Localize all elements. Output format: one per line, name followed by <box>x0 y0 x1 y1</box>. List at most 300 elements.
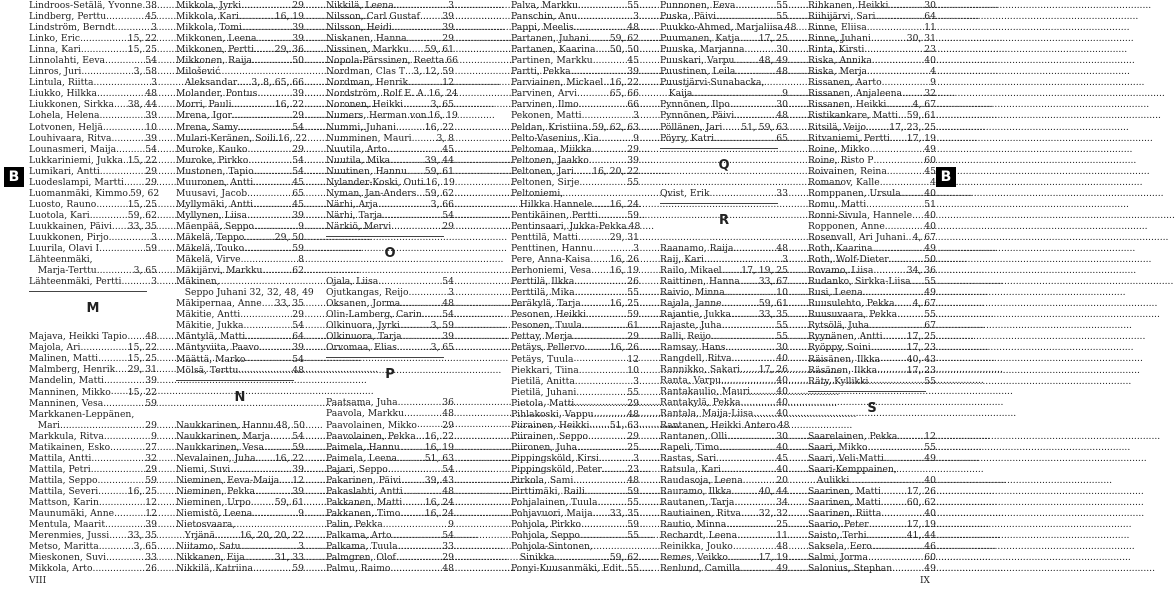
entry-pages: 48 <box>145 88 157 100</box>
entry-name: Pietola, Matti <box>511 397 575 409</box>
index-entry <box>29 508 157 519</box>
entry-pages: 54 <box>292 430 304 442</box>
entry-name: Nummi, Juhani <box>326 121 397 133</box>
index-entry <box>660 331 788 342</box>
entry-name: Qvist, Erik <box>660 187 710 199</box>
entry-name: Pöyry, Katri <box>660 132 715 144</box>
index-entry <box>808 144 936 155</box>
leader-dots <box>103 122 145 133</box>
index-entry <box>176 177 304 188</box>
entry-name: Mäkitie, Jukka <box>176 320 244 332</box>
index-entry <box>808 243 936 254</box>
entry-pages: 29 <box>145 419 157 431</box>
index-entry-continued: Seppo Juhani 32, 32, 48, 49 <box>176 287 314 299</box>
entry-name: Saarinen, Matti <box>808 485 881 497</box>
leader-dots <box>232 99 275 110</box>
spacer <box>660 232 788 243</box>
index-entry <box>176 309 304 320</box>
entry-name: Rissanen, Anjaleena <box>808 88 902 100</box>
entry-name: Saari, Veli-Matti <box>808 452 884 464</box>
index-entry <box>808 519 936 530</box>
entry-name: Luurila, Olavi I <box>29 243 100 255</box>
entry-name: Nuutinen, Hannu <box>326 165 407 177</box>
entry-name: Piirainen, Seppo <box>511 430 589 442</box>
leader-dots <box>912 210 924 221</box>
entry-pages: 39 <box>627 66 639 78</box>
index-entry <box>660 552 788 563</box>
entry-name: Määttä, Marko <box>176 353 246 365</box>
entry-name: Rantakaulio, Mauri <box>660 386 751 398</box>
spacer <box>326 386 454 397</box>
index-entry <box>808 508 936 519</box>
entry-pages: 4, 67 <box>912 298 936 310</box>
entry-pages: 55 <box>776 320 788 332</box>
index-entry <box>326 166 454 177</box>
leader-dots <box>247 210 292 221</box>
entry-name: Romppanen, Ursula <box>808 187 901 199</box>
entry-name: Ramsay, Hans <box>660 342 726 354</box>
section-letter-heading: R <box>718 212 729 228</box>
entry-pages: 40 <box>776 397 788 409</box>
leader-dots <box>722 122 741 133</box>
entry-name: Riska, Merja <box>808 66 868 78</box>
leader-dots <box>886 99 912 110</box>
index-entry <box>176 354 304 365</box>
index-entry <box>29 353 157 364</box>
entry-name: Parvinen, Arvi <box>511 88 578 100</box>
leader-dots <box>93 77 151 88</box>
index-entry <box>511 354 639 365</box>
leader-dots <box>404 408 442 419</box>
entry-name: Aulikki <box>808 474 850 486</box>
index-entry <box>29 33 157 44</box>
entry-pages: 51, 63 <box>609 419 639 431</box>
index-entry <box>176 254 304 265</box>
entry-pages: 29 <box>292 309 304 321</box>
leader-dots <box>714 133 776 144</box>
entry-name: Rechardt, Leena <box>660 529 738 541</box>
entry-pages: 66 <box>446 55 458 67</box>
entry-pages: 15, 22 <box>127 342 157 354</box>
entry-pages: 16, 25 <box>127 485 157 497</box>
entry-pages: 12 <box>924 430 936 442</box>
entry-pages: 55 <box>627 176 639 188</box>
leader-dots <box>382 210 442 221</box>
entry-name: Pirkola, Sami <box>511 475 574 487</box>
entry-pages: 29 <box>292 110 304 122</box>
index-entry <box>808 232 936 243</box>
index-entry <box>176 298 304 309</box>
leader-dots <box>873 155 924 166</box>
entry-pages: 3, 65 <box>430 342 454 354</box>
entry-pages: 8 <box>298 254 304 266</box>
index-entry <box>326 397 454 408</box>
leader-dots <box>898 110 907 121</box>
entry-name: Muuronen, Antti <box>176 176 254 188</box>
index-entry <box>29 364 157 375</box>
index-entry <box>326 431 454 442</box>
index-entry <box>511 309 639 320</box>
entry-name: Ralli, Reijo <box>660 331 711 343</box>
index-entry <box>511 144 639 155</box>
leader-dots <box>882 77 931 88</box>
leader-dots <box>721 464 776 475</box>
leader-dots <box>127 331 145 342</box>
entry-pages: 39 <box>627 154 639 166</box>
index-entry <box>511 66 639 77</box>
leader-dots <box>109 530 128 541</box>
entry-name: Mattila, Seppo <box>29 474 98 486</box>
index-entry <box>29 99 157 110</box>
leader-dots <box>262 298 275 309</box>
entry-pages: 17, 25 <box>758 33 788 45</box>
entry-name: Partti, Pekka <box>511 66 571 78</box>
entry-pages: 3 <box>633 11 639 23</box>
leader-dots <box>728 552 759 563</box>
entry-pages: 48 <box>776 66 788 78</box>
entry-pages: 29 <box>627 430 639 442</box>
entry-pages: 51, 63 <box>424 452 454 464</box>
leader-dots <box>401 475 425 486</box>
entry-name: Hilkka Hannele <box>511 198 593 210</box>
entry-pages: 36 <box>442 397 454 409</box>
entry-name: Närkiö, Mervi <box>326 220 392 232</box>
index-entry <box>808 365 936 376</box>
entry-pages: 3 <box>298 541 304 553</box>
entry-name: Pentikäinen, Pertti <box>511 209 598 221</box>
entry-name: Ropponen, Anne <box>808 220 885 232</box>
leader-dots <box>238 365 292 376</box>
entry-name: Merenmies, Jussi <box>29 530 110 542</box>
entry-name: Nikkilä, Leena <box>326 0 394 11</box>
leader-dots <box>577 88 610 99</box>
section-letter-heading: S <box>867 400 877 416</box>
entry-name: Lotvonen, Heljä <box>29 121 103 133</box>
index-entry <box>326 77 454 88</box>
entry-name: Pekonen, Matti <box>511 110 582 122</box>
entry-name: Markkula, Ritva <box>29 430 104 442</box>
entry-name: Palmu, Raimo <box>326 563 391 575</box>
entry-name: Pietilä, Anitta <box>511 375 575 387</box>
leader-dots <box>424 177 426 188</box>
index-entry <box>29 453 157 464</box>
entry-name: Nopola-Pärssinen, Reetta <box>326 55 445 67</box>
index-entry <box>511 420 639 431</box>
index-entry <box>176 265 304 276</box>
entry-pages: 54 <box>442 276 454 288</box>
leader-dots <box>593 55 628 66</box>
entry-pages: 39 <box>292 463 304 475</box>
index-entry <box>326 221 454 232</box>
entry-pages: 9 <box>782 88 788 100</box>
entry-pages: 48 <box>442 408 454 420</box>
index-entry <box>176 155 304 166</box>
entry-pages: 59, 61 <box>906 110 936 122</box>
leader-dots <box>230 464 292 475</box>
entry-name: Puukko-Ahmed, Marjaliisa <box>660 22 783 34</box>
leader-dots <box>866 199 924 210</box>
leader-dots <box>257 88 292 99</box>
section-tab-left: B <box>4 167 24 187</box>
entry-pages: 25 <box>627 441 639 453</box>
entry-pages: 59, 61 <box>424 165 454 177</box>
index-entry <box>29 221 157 232</box>
index-entry <box>326 0 454 11</box>
leader-dots <box>589 420 609 431</box>
index-entry <box>511 44 639 55</box>
entry-name: Nieminen, Eeva-Maija <box>176 474 280 486</box>
entry-pages: 40 <box>776 353 788 365</box>
entry-name: Olkinuora, Tarja <box>326 331 402 343</box>
index-entry <box>660 66 788 77</box>
entry-pages: 39 <box>292 22 304 34</box>
entry-name: Saario, Peter <box>808 519 869 531</box>
index-entry <box>176 99 304 110</box>
index-entry <box>808 88 936 99</box>
entry-pages: 15, 25 <box>127 198 157 210</box>
index-entry <box>176 420 304 431</box>
leader-dots <box>103 398 145 409</box>
index-entry <box>808 442 936 453</box>
entry-name: Niemistö, Leena <box>176 508 253 520</box>
leader-dots <box>880 354 907 365</box>
entry-name: Rangdell, Ritva <box>660 353 732 365</box>
index-entry <box>660 188 788 199</box>
entry-pages: 61 <box>627 320 639 332</box>
entry-name: Mrena, Igor <box>176 110 232 122</box>
entry-name: Kaija <box>660 88 693 100</box>
index-entry <box>660 133 788 144</box>
leader-dots <box>719 442 776 453</box>
leader-dots <box>93 563 146 574</box>
entry-name: Pakkanen, Timo <box>326 507 401 519</box>
entry-name: Morri, Pauli <box>176 99 232 111</box>
entry-name: Maunumäki, Anne <box>29 508 115 520</box>
entry-name: Pakkanen, Matti <box>326 496 403 508</box>
entry-name: Luomanmäki, Kimmo <box>29 187 128 199</box>
entry-name: Ritvaniemi, Pertti <box>808 132 890 144</box>
index-entry <box>326 199 454 210</box>
entry-pages: 31, 33 <box>274 552 304 564</box>
leader-dots <box>106 11 145 22</box>
entry-name: Numers, Herman von <box>326 110 427 122</box>
entry-name: Naukkarinen, Vesa <box>176 441 264 453</box>
index-entry <box>29 77 157 88</box>
entry-pages: 40 <box>776 408 788 420</box>
leader-dots <box>849 475 924 486</box>
entry-pages: 59 <box>145 474 157 486</box>
entry-name: Mikkola, Jyrki <box>176 0 242 11</box>
entry-pages: 64 <box>292 331 304 343</box>
entry-name: Perttilä, Ilkka <box>511 276 575 288</box>
leader-dots <box>392 22 442 33</box>
entry-pages: 33, 35 <box>609 508 639 520</box>
entry-pages: 38 <box>145 0 157 11</box>
leader-dots <box>593 243 633 254</box>
entry-pages: 33, 35 <box>758 309 788 321</box>
index-entry <box>660 55 788 66</box>
leader-dots <box>745 44 777 55</box>
index-entry <box>176 342 304 353</box>
index-entry <box>326 88 458 100</box>
index-entry <box>660 0 788 11</box>
entry-name: Ruusuvaara, Pekka <box>808 309 898 321</box>
entry-name: Mäkitie, Antti <box>176 309 241 321</box>
leader-dots <box>409 287 449 298</box>
index-entry <box>660 110 788 121</box>
entry-pages: 48 <box>292 364 304 376</box>
leader-dots <box>579 365 628 376</box>
entry-name: Rantala, Maija-Liisa <box>660 408 754 420</box>
section-divider <box>808 391 926 392</box>
entry-name: Saksela, Eero <box>808 541 872 553</box>
entry-pages: 48 <box>627 408 639 420</box>
entry-name: Mäntyviita, Paavo <box>176 342 260 354</box>
index-entry <box>511 376 639 387</box>
index-entry <box>326 298 454 309</box>
entry-pages: 23 <box>924 44 936 56</box>
leader-dots <box>124 177 145 188</box>
entry-name: Rautanen, Tarja <box>660 496 735 508</box>
entry-pages: 12 <box>442 77 454 89</box>
entry-pages: 54 <box>292 121 304 133</box>
entry-pages: 40 <box>924 220 936 232</box>
spacer <box>808 420 936 431</box>
entry-name: Pettay, Merja <box>511 331 573 343</box>
entry-pages: 39 <box>442 11 454 23</box>
index-entry <box>511 254 639 265</box>
leader-dots <box>692 88 782 99</box>
index-entry <box>176 11 304 22</box>
index-entry <box>660 541 788 552</box>
entry-pages: 10 <box>145 121 157 133</box>
entry-pages: 30 <box>776 44 788 56</box>
entry-name: Lohela, Helena <box>29 110 100 122</box>
entry-pages: 40 <box>924 474 936 486</box>
leader-dots <box>732 486 759 497</box>
index-entry <box>176 232 304 243</box>
entry-pages: 55 <box>627 563 639 575</box>
entry-pages: 29 <box>627 397 639 409</box>
index-column-5 <box>660 0 797 575</box>
entry-pages: 4, 67 <box>912 99 936 111</box>
index-entry <box>326 519 454 530</box>
index-entry-continued: Saari-Kemppainen, <box>808 463 897 475</box>
index-entry-continued: Milošević <box>176 66 221 78</box>
index-entry <box>808 486 936 497</box>
entry-name: Pesonen, Tuula <box>511 320 582 332</box>
leader-dots <box>582 320 627 331</box>
entry-name: Niemi, Suvi <box>176 463 231 475</box>
entry-name: Saarinen, Matti <box>808 496 881 508</box>
entry-name: Mustonen, Tapio <box>176 165 254 177</box>
leader-dots <box>254 221 298 232</box>
entry-pages: 3, 8, 65, 66 <box>251 77 304 89</box>
leader-dots <box>383 519 448 530</box>
entry-name: Naukkarinen, Hannu <box>176 419 274 431</box>
index-entry <box>29 166 157 177</box>
index-entry <box>176 199 304 210</box>
index-column-1 <box>29 0 160 575</box>
entry-name: Mikkola, Tomi <box>176 22 242 34</box>
index-entry <box>326 320 454 331</box>
leader-dots <box>603 77 610 88</box>
entry-pages: 12 <box>145 496 157 508</box>
leader-dots <box>890 133 907 144</box>
entry-pages: 51 <box>924 198 936 210</box>
index-entry <box>29 88 157 99</box>
entry-name: Mölsä, Terttu <box>176 364 239 376</box>
entry-pages: 49 <box>776 563 788 575</box>
entry-name: Nordström, Rolf E. A. <box>326 88 427 100</box>
entry-name: Nuutila, Mika <box>326 154 391 166</box>
index-entry <box>176 486 304 497</box>
leader-dots <box>871 33 907 44</box>
index-entry <box>808 55 936 66</box>
index-entry <box>176 365 304 376</box>
leader-dots <box>574 354 628 365</box>
leader-dots <box>114 99 128 110</box>
leader-dots <box>378 199 431 210</box>
leader-dots <box>100 166 146 177</box>
entry-name: Saari, Mikko <box>808 441 868 453</box>
leader-dots <box>574 22 628 33</box>
entry-name: Niitamo, Satu <box>176 541 241 553</box>
entry-name: Ritsilä, Veijo <box>808 121 867 133</box>
entry-name: Rinne, Eliisa <box>808 22 867 34</box>
index-entry <box>808 320 936 331</box>
entry-pages: 17, 25 <box>906 331 936 343</box>
index-entry <box>326 11 454 22</box>
index-entry <box>808 44 936 55</box>
index-entry <box>511 320 639 331</box>
entry-name: Salmi, Jorma <box>808 552 868 564</box>
index-entry <box>29 133 157 144</box>
entry-pages: 3 <box>633 110 639 122</box>
leader-dots <box>252 508 298 519</box>
entry-name: Raudasoja, Leena <box>660 474 743 486</box>
index-entry <box>29 276 157 287</box>
leader-dots <box>594 409 628 420</box>
index-entry <box>29 442 157 453</box>
leader-dots <box>875 11 924 22</box>
leader-dots <box>444 55 446 66</box>
entry-pages: 48, 50 <box>275 419 305 431</box>
leader-dots <box>743 475 777 486</box>
entry-pages: 9 <box>151 430 157 442</box>
leader-dots <box>412 133 437 144</box>
entry-pages: 3 <box>151 77 157 89</box>
index-entry <box>326 55 458 67</box>
index-entry <box>326 210 454 221</box>
entry-pages: 54 <box>442 463 454 475</box>
section-letter-heading: N <box>234 389 246 405</box>
entry-name: Rihkanen, Heikki <box>808 0 889 11</box>
leader-dots <box>722 320 777 331</box>
entry-name: Ryöppy, Soini <box>808 342 871 354</box>
entry-pages: 25 <box>776 518 788 530</box>
entry-name: Ryynänen, Antti <box>808 331 883 343</box>
entry-pages: 59, 62 <box>424 187 454 199</box>
entry-pages: 59 <box>627 309 639 321</box>
entry-name: Mäkipernaa, Anne <box>176 298 262 310</box>
entry-pages: 9 <box>298 508 304 520</box>
entry-name: Peräkylä, Tarja <box>511 298 581 310</box>
entry-pages: 16, 26 <box>609 254 639 266</box>
entry-name: Ranta, Varpu <box>660 375 721 387</box>
entry-pages: 16, 19 <box>609 265 639 277</box>
index-entry <box>326 66 454 77</box>
